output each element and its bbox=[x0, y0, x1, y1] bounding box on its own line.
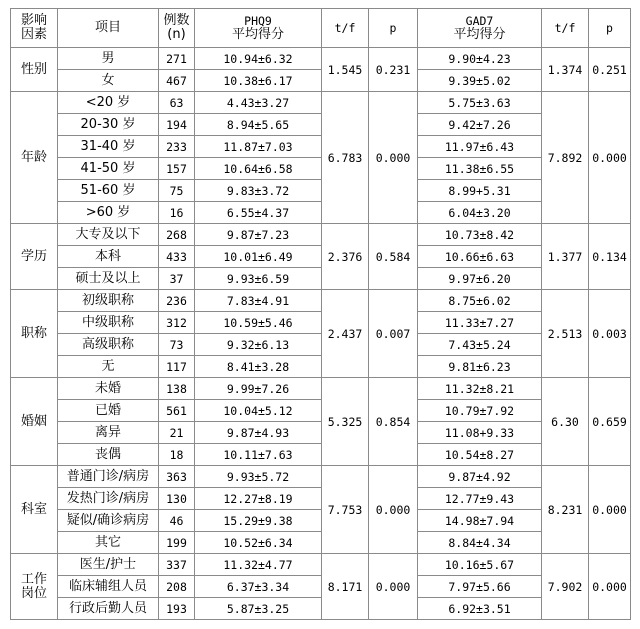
item-cell: 丧偶 bbox=[58, 444, 159, 466]
factor-label: 岗位 bbox=[20, 585, 47, 601]
header-gad-line1: GAD7 bbox=[465, 14, 494, 28]
item-cell: 无 bbox=[58, 356, 159, 378]
item-cell: <20 岁 bbox=[58, 92, 159, 114]
table-row bbox=[11, 180, 631, 202]
phq-score-cell: 6.55±4.37 bbox=[195, 202, 322, 224]
header-p1: p bbox=[369, 9, 418, 48]
header-factor-line1: 影响 bbox=[20, 13, 47, 28]
gad-score-cell: 7.97±5.66 bbox=[418, 576, 542, 598]
table-header bbox=[11, 9, 631, 48]
statistics-table bbox=[10, 8, 631, 620]
factor-cell bbox=[11, 290, 58, 378]
gad-score-cell: 10.79±7.92 bbox=[418, 400, 542, 422]
count-cell: 138 bbox=[159, 378, 195, 400]
item-cell: 普通门诊/病房 bbox=[58, 466, 159, 488]
gad-score-cell: 11.08+9.33 bbox=[418, 422, 542, 444]
table-row bbox=[11, 334, 631, 356]
table-row bbox=[11, 246, 631, 268]
factor-cell bbox=[11, 92, 58, 224]
gad-p-cell: 0.000 bbox=[589, 92, 631, 224]
item-cell: 发热门诊/病房 bbox=[58, 488, 159, 510]
count-cell: 18 bbox=[159, 444, 195, 466]
table-row bbox=[11, 576, 631, 598]
phq-score-cell: 6.37±3.34 bbox=[195, 576, 322, 598]
count-cell: 194 bbox=[159, 114, 195, 136]
gad-score-cell: 9.97±6.20 bbox=[418, 268, 542, 290]
phq-tf-cell: 5.325 bbox=[322, 378, 369, 466]
phq-score-cell: 15.29±9.38 bbox=[195, 510, 322, 532]
item-cell: 男 bbox=[58, 48, 159, 70]
header-gad-line2: 平均得分 bbox=[453, 27, 506, 42]
gad-score-cell: 10.16±5.67 bbox=[418, 554, 542, 576]
gad-score-cell: 6.92±3.51 bbox=[418, 598, 542, 620]
gad-score-cell: 11.97±6.43 bbox=[418, 136, 542, 158]
gad-p-cell: 0.000 bbox=[589, 554, 631, 620]
header-phq-line2: 平均得分 bbox=[231, 27, 284, 42]
count-cell: 271 bbox=[159, 48, 195, 70]
phq-score-cell: 10.11±7.63 bbox=[195, 444, 322, 466]
table-row bbox=[11, 114, 631, 136]
phq-score-cell: 9.93±5.72 bbox=[195, 466, 322, 488]
factor-cell bbox=[11, 554, 58, 620]
header-p2: p bbox=[589, 9, 631, 48]
phq-p-cell: 0.584 bbox=[369, 224, 418, 290]
phq-score-cell: 10.38±6.17 bbox=[195, 70, 322, 92]
phq-p-cell: 0.000 bbox=[369, 466, 418, 554]
gad-score-cell: 14.98±7.94 bbox=[418, 510, 542, 532]
header-tf2: t/f bbox=[542, 9, 589, 48]
phq-tf-cell: 2.437 bbox=[322, 290, 369, 378]
gad-score-cell: 8.84±4.34 bbox=[418, 532, 542, 554]
phq-score-cell: 9.87±4.93 bbox=[195, 422, 322, 444]
table-row bbox=[11, 136, 631, 158]
phq-score-cell: 5.87±3.25 bbox=[195, 598, 322, 620]
header-factor-line2: 因素 bbox=[20, 27, 47, 42]
gad-score-cell: 10.73±8.42 bbox=[418, 224, 542, 246]
factor-label: 年龄 bbox=[20, 149, 47, 165]
count-cell: 37 bbox=[159, 268, 195, 290]
phq-score-cell: 10.94±6.32 bbox=[195, 48, 322, 70]
table-row bbox=[11, 422, 631, 444]
item-cell: 离异 bbox=[58, 422, 159, 444]
gad-tf-cell: 7.892 bbox=[542, 92, 589, 224]
item-cell: 未婚 bbox=[58, 378, 159, 400]
header-factor bbox=[11, 9, 58, 48]
count-cell: 46 bbox=[159, 510, 195, 532]
phq-score-cell: 9.87±7.23 bbox=[195, 224, 322, 246]
factor-label: 性别 bbox=[20, 61, 47, 77]
item-cell: >60 岁 bbox=[58, 202, 159, 224]
item-cell: 硕士及以上 bbox=[58, 268, 159, 290]
gad-score-cell: 10.66±6.63 bbox=[418, 246, 542, 268]
count-cell: 21 bbox=[159, 422, 195, 444]
header-item: 项目 bbox=[58, 9, 159, 48]
item-cell: 女 bbox=[58, 70, 159, 92]
header-n bbox=[159, 9, 195, 48]
gad-score-cell: 9.42±7.26 bbox=[418, 114, 542, 136]
gad-score-cell: 9.39±5.02 bbox=[418, 70, 542, 92]
gad-score-cell: 8.99+5.31 bbox=[418, 180, 542, 202]
count-cell: 73 bbox=[159, 334, 195, 356]
count-cell: 433 bbox=[159, 246, 195, 268]
phq-score-cell: 11.32±4.77 bbox=[195, 554, 322, 576]
factor-label: 婚姻 bbox=[20, 413, 47, 429]
phq-tf-cell: 7.753 bbox=[322, 466, 369, 554]
table-body bbox=[11, 48, 631, 620]
count-cell: 63 bbox=[159, 92, 195, 114]
gad-score-cell: 11.38±6.55 bbox=[418, 158, 542, 180]
gad-p-cell: 0.251 bbox=[589, 48, 631, 92]
phq-score-cell: 8.41±3.28 bbox=[195, 356, 322, 378]
gad-score-cell: 6.04±3.20 bbox=[418, 202, 542, 224]
count-cell: 561 bbox=[159, 400, 195, 422]
factor-label: 学历 bbox=[20, 248, 47, 264]
phq-score-cell: 11.87±7.03 bbox=[195, 136, 322, 158]
factor-label: 工作 bbox=[20, 571, 47, 587]
count-cell: 157 bbox=[159, 158, 195, 180]
gad-score-cell: 5.75±3.63 bbox=[418, 92, 542, 114]
count-cell: 199 bbox=[159, 532, 195, 554]
header-gad bbox=[418, 9, 542, 48]
item-cell: 行政后勤人员 bbox=[58, 598, 159, 620]
item-cell: 中级职称 bbox=[58, 312, 159, 334]
phq-tf-cell: 8.171 bbox=[322, 554, 369, 620]
item-cell: 41-50 岁 bbox=[58, 158, 159, 180]
gad-p-cell: 0.659 bbox=[589, 378, 631, 466]
count-cell: 75 bbox=[159, 180, 195, 202]
item-cell: 31-40 岁 bbox=[58, 136, 159, 158]
gad-score-cell: 12.77±9.43 bbox=[418, 488, 542, 510]
gad-tf-cell: 1.374 bbox=[542, 48, 589, 92]
table-row bbox=[11, 312, 631, 334]
phq-tf-cell: 1.545 bbox=[322, 48, 369, 92]
count-cell: 233 bbox=[159, 136, 195, 158]
table-row bbox=[11, 378, 631, 400]
phq-tf-cell: 2.376 bbox=[322, 224, 369, 290]
gad-score-cell: 10.54±8.27 bbox=[418, 444, 542, 466]
phq-score-cell: 12.27±8.19 bbox=[195, 488, 322, 510]
count-cell: 312 bbox=[159, 312, 195, 334]
table-row bbox=[11, 444, 631, 466]
gad-score-cell: 11.32±8.21 bbox=[418, 378, 542, 400]
gad-tf-cell: 7.902 bbox=[542, 554, 589, 620]
table-row bbox=[11, 466, 631, 488]
item-cell: 20-30 岁 bbox=[58, 114, 159, 136]
phq-score-cell: 7.83±4.91 bbox=[195, 290, 322, 312]
count-cell: 467 bbox=[159, 70, 195, 92]
phq-p-cell: 0.000 bbox=[369, 554, 418, 620]
factor-cell bbox=[11, 466, 58, 554]
phq-p-cell: 0.231 bbox=[369, 48, 418, 92]
phq-score-cell: 4.43±3.27 bbox=[195, 92, 322, 114]
header-phq bbox=[195, 9, 322, 48]
phq-score-cell: 10.52±6.34 bbox=[195, 532, 322, 554]
table-row bbox=[11, 598, 631, 620]
table-row bbox=[11, 532, 631, 554]
count-cell: 363 bbox=[159, 466, 195, 488]
phq-score-cell: 10.59±5.46 bbox=[195, 312, 322, 334]
item-cell: 本科 bbox=[58, 246, 159, 268]
table-row bbox=[11, 554, 631, 576]
count-cell: 236 bbox=[159, 290, 195, 312]
count-cell: 16 bbox=[159, 202, 195, 224]
factor-cell bbox=[11, 224, 58, 290]
gad-p-cell: 0.003 bbox=[589, 290, 631, 378]
item-cell: 已婚 bbox=[58, 400, 159, 422]
table-row bbox=[11, 290, 631, 312]
gad-score-cell: 9.81±6.23 bbox=[418, 356, 542, 378]
count-cell: 268 bbox=[159, 224, 195, 246]
phq-score-cell: 9.93±6.59 bbox=[195, 268, 322, 290]
count-cell: 193 bbox=[159, 598, 195, 620]
header-phq-line1: PHQ9 bbox=[244, 14, 272, 28]
gad-score-cell: 9.87±4.92 bbox=[418, 466, 542, 488]
table-row bbox=[11, 70, 631, 92]
factor-label: 科室 bbox=[20, 501, 47, 517]
gad-p-cell: 0.134 bbox=[589, 224, 631, 290]
phq-p-cell: 0.854 bbox=[369, 378, 418, 466]
gad-tf-cell: 6.30 bbox=[542, 378, 589, 466]
table-row bbox=[11, 356, 631, 378]
table-row bbox=[11, 224, 631, 246]
factor-cell bbox=[11, 378, 58, 466]
gad-score-cell: 8.75±6.02 bbox=[418, 290, 542, 312]
phq-score-cell: 9.32±6.13 bbox=[195, 334, 322, 356]
item-cell: 51-60 岁 bbox=[58, 180, 159, 202]
count-cell: 337 bbox=[159, 554, 195, 576]
phq-p-cell: 0.007 bbox=[369, 290, 418, 378]
item-cell: 初级职称 bbox=[58, 290, 159, 312]
phq-score-cell: 10.64±6.58 bbox=[195, 158, 322, 180]
gad-tf-cell: 2.513 bbox=[542, 290, 589, 378]
phq-score-cell: 8.94±5.65 bbox=[195, 114, 322, 136]
table-row bbox=[11, 510, 631, 532]
phq-p-cell: 0.000 bbox=[369, 92, 418, 224]
gad-tf-cell: 8.231 bbox=[542, 466, 589, 554]
item-cell: 临床辅组人员 bbox=[58, 576, 159, 598]
header-row bbox=[11, 9, 631, 48]
header-n-line2: (n) bbox=[167, 27, 186, 42]
table-row bbox=[11, 158, 631, 180]
item-cell: 疑似/确诊病房 bbox=[58, 510, 159, 532]
factor-label: 职称 bbox=[20, 325, 47, 341]
table-row bbox=[11, 268, 631, 290]
phq-score-cell: 9.83±3.72 bbox=[195, 180, 322, 202]
item-cell: 大专及以下 bbox=[58, 224, 159, 246]
count-cell: 130 bbox=[159, 488, 195, 510]
header-n-line1: 例数 bbox=[163, 13, 190, 28]
phq-score-cell: 9.99±7.26 bbox=[195, 378, 322, 400]
count-cell: 208 bbox=[159, 576, 195, 598]
gad-p-cell: 0.000 bbox=[589, 466, 631, 554]
item-cell: 高级职称 bbox=[58, 334, 159, 356]
factor-cell bbox=[11, 48, 58, 92]
gad-tf-cell: 1.377 bbox=[542, 224, 589, 290]
phq-score-cell: 10.04±5.12 bbox=[195, 400, 322, 422]
gad-score-cell: 7.43±5.24 bbox=[418, 334, 542, 356]
header-tf1: t/f bbox=[322, 9, 369, 48]
gad-score-cell: 9.90±4.23 bbox=[418, 48, 542, 70]
phq-score-cell: 10.01±6.49 bbox=[195, 246, 322, 268]
table-row bbox=[11, 488, 631, 510]
table-row bbox=[11, 92, 631, 114]
table-row bbox=[11, 48, 631, 70]
table-row bbox=[11, 400, 631, 422]
count-cell: 117 bbox=[159, 356, 195, 378]
item-cell: 医生/护士 bbox=[58, 554, 159, 576]
gad-score-cell: 11.33±7.27 bbox=[418, 312, 542, 334]
item-cell: 其它 bbox=[58, 532, 159, 554]
phq-tf-cell: 6.783 bbox=[322, 92, 369, 224]
table-row bbox=[11, 202, 631, 224]
